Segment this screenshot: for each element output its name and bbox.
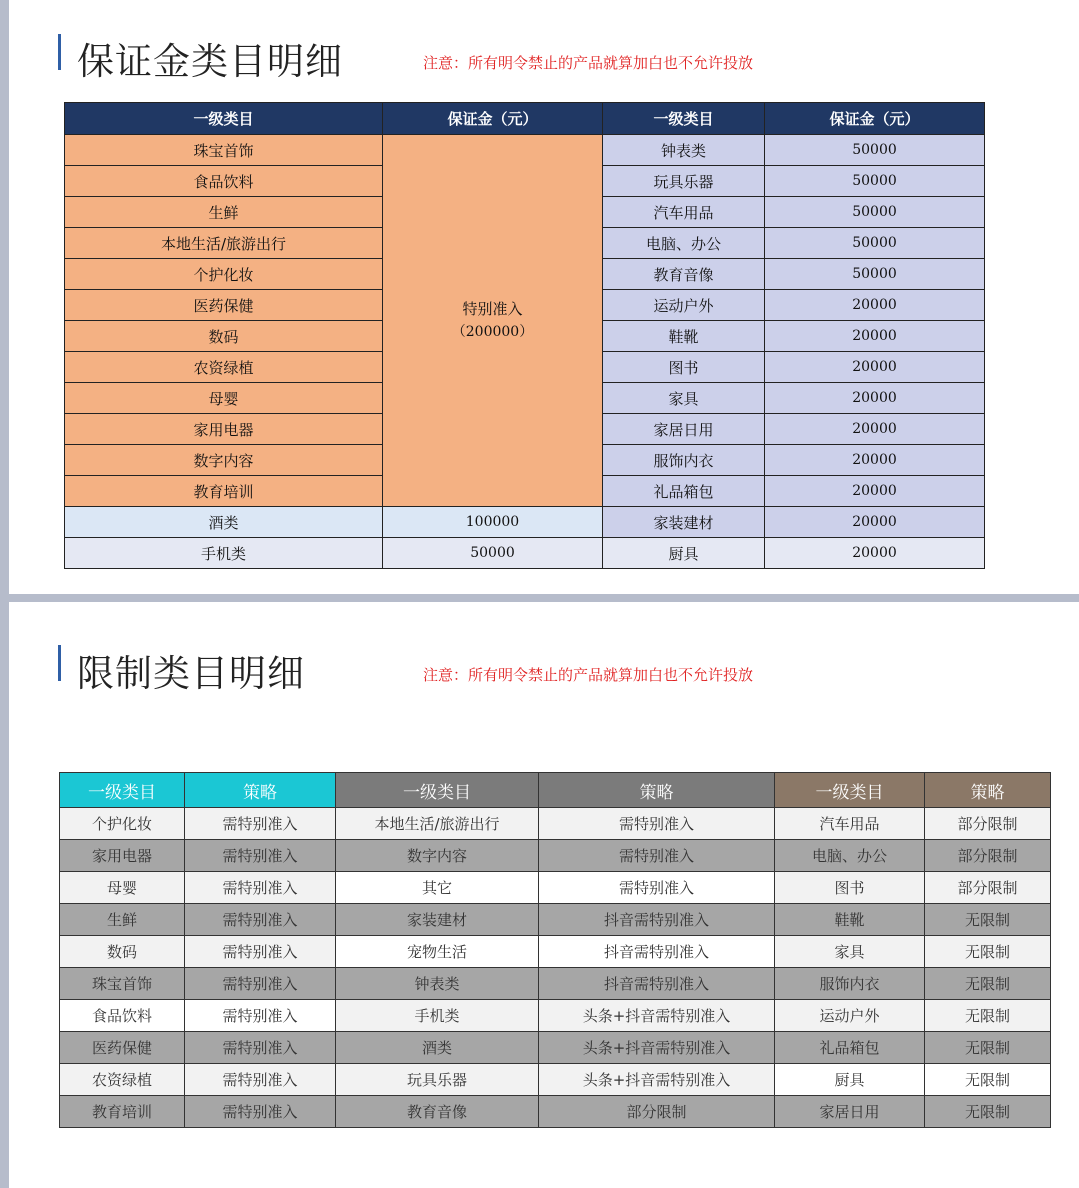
category-cell: 教育培训 [65,476,383,507]
deposit-cell: 20000 [765,476,985,507]
category-cell: 鞋靴 [775,904,925,936]
deposit-table [64,102,985,569]
special-access-label: 特别准入 [462,299,523,318]
strategy-cell: 无限制 [925,1000,1051,1032]
category-cell: 生鲜 [65,197,383,228]
strategy-cell: 需特别准入 [185,968,336,1000]
strategy-cell: 头条+抖音需特别准入 [539,1032,775,1064]
header-category: 一级类目 [336,773,539,808]
header-deposit: 保证金（元） [383,103,603,135]
category-cell: 家具 [603,383,765,414]
section-accent-bar [58,645,61,681]
special-access-amount: （200000） [451,323,534,340]
strategy-cell: 需特别准入 [185,1096,336,1128]
strategy-cell: 需特别准入 [185,1064,336,1096]
category-cell: 电脑、办公 [775,840,925,872]
deposit-cell: 50000 [383,538,603,569]
category-cell: 母婴 [60,872,185,904]
table-row [60,840,1051,872]
category-cell: 酒类 [336,1032,539,1064]
category-cell: 医药保健 [60,1032,185,1064]
strategy-cell: 无限制 [925,1064,1051,1096]
strategy-cell: 部分限制 [925,808,1051,840]
strategy-cell: 抖音需特别准入 [539,904,775,936]
deposit-cell: 20000 [765,445,985,476]
category-cell: 家具 [775,936,925,968]
table-row [60,1064,1051,1096]
strategy-cell: 需特别准入 [185,872,336,904]
category-cell: 玩具乐器 [603,166,765,197]
table-row [60,936,1051,968]
deposit-cell: 100000 [383,507,603,538]
category-cell: 其它 [336,872,539,904]
category-cell: 家居日用 [603,414,765,445]
category-cell: 服饰内衣 [603,445,765,476]
strategy-cell: 需特别准入 [185,936,336,968]
category-cell: 礼品箱包 [775,1032,925,1064]
strategy-cell: 无限制 [925,904,1051,936]
strategy-cell: 需特别准入 [539,872,775,904]
header-category: 一级类目 [60,773,185,808]
category-cell: 教育培训 [60,1096,185,1128]
deposit-cell: 20000 [765,383,985,414]
strategy-cell: 头条+抖音需特别准入 [539,1000,775,1032]
category-cell: 珠宝首饰 [60,968,185,1000]
deposit-cell: 20000 [765,321,985,352]
category-cell: 数码 [65,321,383,352]
notice-text: 注意：所有明令禁止的产品就算加白也不允许投放 [423,666,754,684]
category-cell: 食品饮料 [60,1000,185,1032]
table-row [60,872,1051,904]
category-cell: 手机类 [65,538,383,569]
special-access-cell [383,135,603,507]
header-deposit: 保证金（元） [765,103,985,135]
strategy-cell: 需特别准入 [539,808,775,840]
category-cell: 服饰内衣 [775,968,925,1000]
restricted-table [59,772,1051,1128]
header-category: 一级类目 [603,103,765,135]
category-cell: 鞋靴 [603,321,765,352]
strategy-cell: 无限制 [925,1032,1051,1064]
category-cell: 个护化妆 [65,259,383,290]
header-strategy: 策略 [185,773,336,808]
deposit-cell: 50000 [765,197,985,228]
table-header-row [60,773,1051,808]
category-cell: 数字内容 [65,445,383,476]
category-cell: 家用电器 [65,414,383,445]
header-category: 一级类目 [775,773,925,808]
category-cell: 母婴 [65,383,383,414]
deposit-cell: 20000 [765,507,985,538]
category-cell: 教育音像 [336,1096,539,1128]
strategy-cell: 需特别准入 [185,1032,336,1064]
strategy-cell: 抖音需特别准入 [539,968,775,1000]
category-cell: 玩具乐器 [336,1064,539,1096]
category-cell: 图书 [775,872,925,904]
category-cell: 医药保健 [65,290,383,321]
deposit-cell: 50000 [765,166,985,197]
category-cell: 酒类 [65,507,383,538]
strategy-cell: 无限制 [925,936,1051,968]
deposit-cell: 20000 [765,538,985,569]
category-cell: 农资绿植 [60,1064,185,1096]
deposit-cell: 50000 [765,259,985,290]
strategy-cell: 需特别准入 [539,840,775,872]
strategy-cell: 头条+抖音需特别准入 [539,1064,775,1096]
section-accent-bar [58,34,61,70]
strategy-cell: 需特别准入 [185,808,336,840]
category-cell: 本地生活/旅游出行 [65,228,383,259]
header-strategy: 策略 [539,773,775,808]
category-cell: 汽车用品 [775,808,925,840]
strategy-cell: 无限制 [925,1096,1051,1128]
category-cell: 农资绿植 [65,352,383,383]
header-category: 一级类目 [65,103,383,135]
left-rail [0,0,9,1188]
category-cell: 运动户外 [775,1000,925,1032]
table-row [60,968,1051,1000]
category-cell: 数字内容 [336,840,539,872]
strategy-cell: 需特别准入 [185,904,336,936]
table-row [60,808,1051,840]
deposit-cell: 50000 [765,228,985,259]
strategy-cell: 需特别准入 [185,1000,336,1032]
category-cell: 图书 [603,352,765,383]
category-cell: 汽车用品 [603,197,765,228]
table-row [60,1032,1051,1064]
section-title-deposit: 保证金类目明细 [77,40,343,83]
strategy-cell: 部分限制 [539,1096,775,1128]
deposit-cell: 20000 [765,290,985,321]
category-cell: 电脑、办公 [603,228,765,259]
category-cell: 家装建材 [336,904,539,936]
strategy-cell: 部分限制 [925,872,1051,904]
category-cell: 运动户外 [603,290,765,321]
strategy-cell: 需特别准入 [185,840,336,872]
section-divider [9,594,1079,602]
table-row [60,1096,1051,1128]
deposit-cell: 50000 [765,135,985,166]
category-cell: 钟表类 [336,968,539,1000]
table-row [65,538,985,569]
deposit-cell: 20000 [765,352,985,383]
table-row [65,135,985,166]
category-cell: 家装建材 [603,507,765,538]
category-cell: 厨具 [775,1064,925,1096]
deposit-cell: 20000 [765,414,985,445]
table-row [65,507,985,538]
category-cell: 礼品箱包 [603,476,765,507]
category-cell: 生鲜 [60,904,185,936]
section-title-restricted: 限制类目明细 [77,652,305,695]
strategy-cell: 抖音需特别准入 [539,936,775,968]
category-cell: 食品饮料 [65,166,383,197]
table-row [60,904,1051,936]
category-cell: 珠宝首饰 [65,135,383,166]
category-cell: 个护化妆 [60,808,185,840]
category-cell: 教育音像 [603,259,765,290]
category-cell: 手机类 [336,1000,539,1032]
category-cell: 厨具 [603,538,765,569]
category-cell: 本地生活/旅游出行 [336,808,539,840]
table-row [60,1000,1051,1032]
strategy-cell: 无限制 [925,968,1051,1000]
table-header-row [65,103,985,135]
category-cell: 宠物生活 [336,936,539,968]
header-strategy: 策略 [925,773,1051,808]
notice-text: 注意：所有明令禁止的产品就算加白也不允许投放 [423,54,754,72]
category-cell: 数码 [60,936,185,968]
category-cell: 钟表类 [603,135,765,166]
category-cell: 家居日用 [775,1096,925,1128]
strategy-cell: 部分限制 [925,840,1051,872]
category-cell: 家用电器 [60,840,185,872]
